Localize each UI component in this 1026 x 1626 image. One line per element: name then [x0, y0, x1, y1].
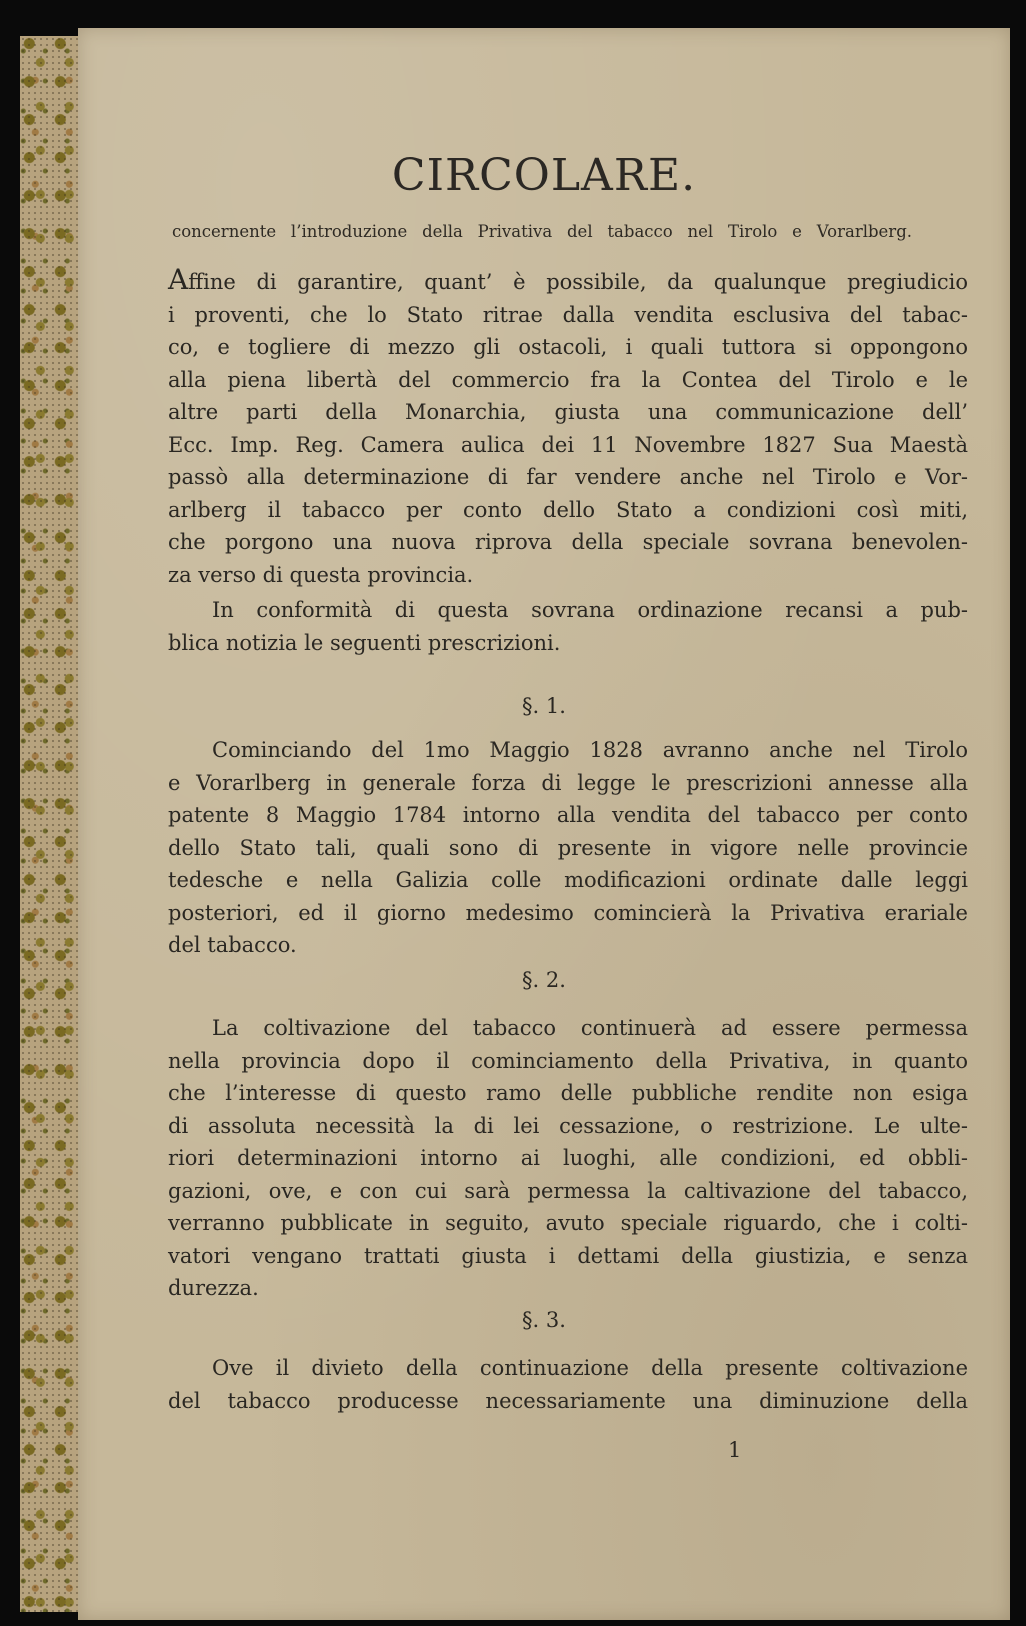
- text-line: che porgono una nuova riprova della speciale sovrana benevolen-: [168, 530, 968, 554]
- text-line: riori determinazioni intorno ai luoghi, alle condizioni, ed obbli-: [168, 1146, 968, 1170]
- text-line: Affine di garantire, quant’ è possibile, da qualunque pregiudicio: [168, 263, 968, 296]
- text-line: del tabacco.: [168, 933, 297, 957]
- text-line: Ecc. Imp. Reg. Camera aulica dei 11 Novembre 1827 Sua Maestà: [168, 432, 968, 457]
- section-3-heading: §. 3.: [522, 1308, 566, 1332]
- page-number: 1: [728, 1438, 742, 1462]
- section-3-text: [168, 1352, 968, 1417]
- text-line: di assoluta necessità la di lei cessazione, o restrizione. Le ulte-: [168, 1113, 968, 1138]
- text-line: In conformità di questa sovrana ordinazione recansi a pub-: [212, 598, 968, 622]
- text-line: posteriori, ed il giorno medesimo comincierà la Privativa erariale: [168, 900, 968, 925]
- text-line: che l’interesse di questo ramo delle pubbliche rendite non esiga: [168, 1081, 968, 1105]
- document-title: CIRCOLARE.: [391, 150, 697, 201]
- text-line: La coltivazione del tabacco continuerà ad essere permessa: [212, 1016, 968, 1040]
- text-line: i proventi, che lo Stato ritrae dalla vendita esclusiva del tabac-: [168, 302, 968, 327]
- text-line: passò alla determinazione di far vendere anche nel Tirolo e Vor-: [168, 465, 968, 489]
- text-line: co, e togliere di mezzo gli ostacoli, i quali tuttora si oppongono: [168, 335, 968, 359]
- text-line: patente 8 Maggio 1784 intorno alla vendita del tabacco per conto: [168, 803, 968, 827]
- text-line: za verso di questa provincia.: [168, 562, 474, 587]
- section-2-heading: §. 2.: [522, 968, 566, 992]
- text-line: tedesche e nella Galizia colle modificazioni ordinate dalle leggi: [168, 868, 968, 892]
- text-line: Ove il divieto della continuazione della presente coltivazione: [212, 1356, 968, 1380]
- conformity-paragraph: [168, 594, 968, 659]
- text-line: e Vorarlberg in generale forza di legge le prescrizioni annesse alla: [168, 770, 968, 795]
- text-line: verranno pubblicate in seguito, avuto speciale riguardo, che i colti-: [168, 1211, 968, 1235]
- text-line: altre parti della Monarchia, giusta una communicazione dell’: [168, 400, 968, 424]
- text-line: gazioni, ove, e con cui sarà permessa la caltivazione del tabacco,: [168, 1178, 968, 1203]
- text-line: alla piena libertà del commercio fra la Contea del Tirolo e le: [168, 367, 968, 392]
- section-1-heading: §. 1.: [522, 694, 566, 718]
- text-line: Cominciando del 1mo Maggio 1828 avranno anche nel Tirolo: [212, 738, 968, 762]
- text-line: blica notizia le seguenti prescrizioni.: [168, 630, 561, 655]
- drop-cap: A: [168, 263, 189, 296]
- text-line: del tabacco producesse necessariamente una diminuzione della: [168, 1388, 968, 1413]
- text-line: dello Stato tali, quali sono di presente in vigore nelle provincie: [168, 835, 968, 860]
- document-page: [78, 28, 1010, 1620]
- text-line: arlberg il tabacco per conto dello Stato a condizioni così miti,: [168, 497, 968, 522]
- text-line: durezza.: [168, 1276, 259, 1300]
- text-line: vatori vengano trattati giusta i dettami della giustizia, e senza: [168, 1243, 968, 1268]
- section-1-text: [168, 734, 968, 962]
- section-2-text: [168, 1012, 968, 1305]
- intro-paragraph: [168, 263, 968, 591]
- document-subtitle: concernente l’introduzione della Privativa del tabacco nel Tirolo e Vorarlberg.: [172, 222, 912, 241]
- book-binding-edge: [20, 36, 82, 1612]
- text-line: nella provincia dopo il cominciamento della Privativa, in quanto: [168, 1048, 968, 1073]
